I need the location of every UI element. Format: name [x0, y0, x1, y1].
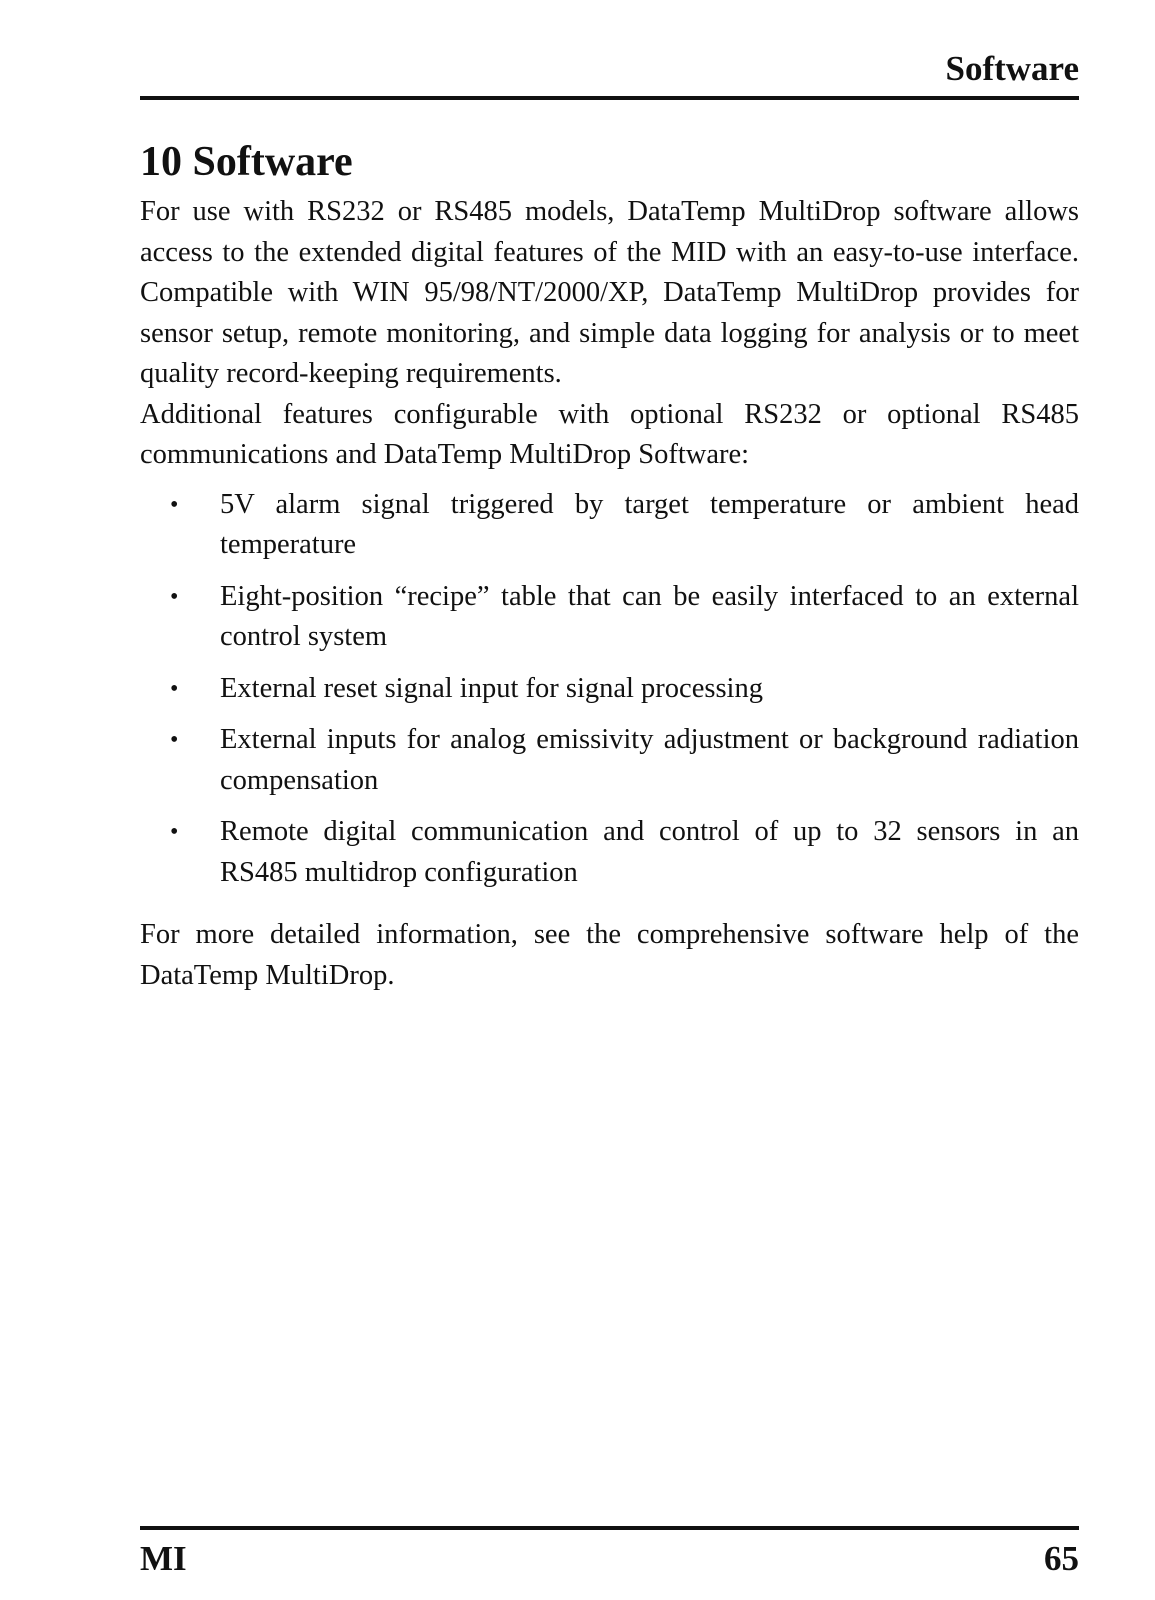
list-item-text: External reset signal input for signal processing: [220, 672, 763, 704]
list-item-text: 5V alarm signal triggered by target temperature or ambient head temperature: [220, 488, 1079, 560]
footer-rule: [140, 1526, 1079, 1530]
bullet-icon: •: [170, 583, 179, 610]
list-item-text: Eight-position “recipe” table that can be easily interfaced to an external control system: [220, 580, 1079, 652]
additional-features-paragraph: Additional features configurable with optional RS232 or optional RS485 communications and DataTemp MultiDrop Software:: [140, 398, 1079, 470]
bullet-icon: •: [170, 675, 179, 702]
list-item: [140, 485, 1079, 566]
list-item-text: External inputs for analog emissivity adjustment or background radiation compensation: [220, 724, 1079, 796]
page-content: [140, 192, 1079, 996]
footer-model-label: MI: [140, 1539, 187, 1578]
list-item: [140, 812, 1079, 893]
running-header: Software: [945, 49, 1079, 88]
page-number: 65: [1044, 1539, 1079, 1578]
list-item: [140, 669, 1079, 710]
list-item: [140, 720, 1079, 801]
intro-paragraph: For use with RS232 or RS485 models, DataTemp MultiDrop software allows access to the extended digital features of the MID with an easy-to-use interface. Compatible with WIN 95/98/NT/2000/XP, DataTemp MultiDrop provides for sensor setup, remote monitoring, and simple data logging for analysis or to meet quality record-keeping requirements.: [140, 196, 1079, 389]
bullet-icon: •: [170, 819, 179, 845]
features-list: [140, 485, 1079, 894]
list-item-text: Remote digital communication and control of up to 32 sensors in an RS485 multidrop configuration: [220, 816, 1079, 888]
bullet-icon: •: [170, 491, 179, 518]
section-title: 10 Software: [140, 139, 353, 185]
closing-paragraph: For more detailed information, see the comprehensive software help of the DataTemp MultiDrop.: [140, 919, 1079, 991]
header-rule: [140, 96, 1079, 100]
list-item: [140, 577, 1079, 658]
bullet-icon: •: [170, 727, 179, 753]
